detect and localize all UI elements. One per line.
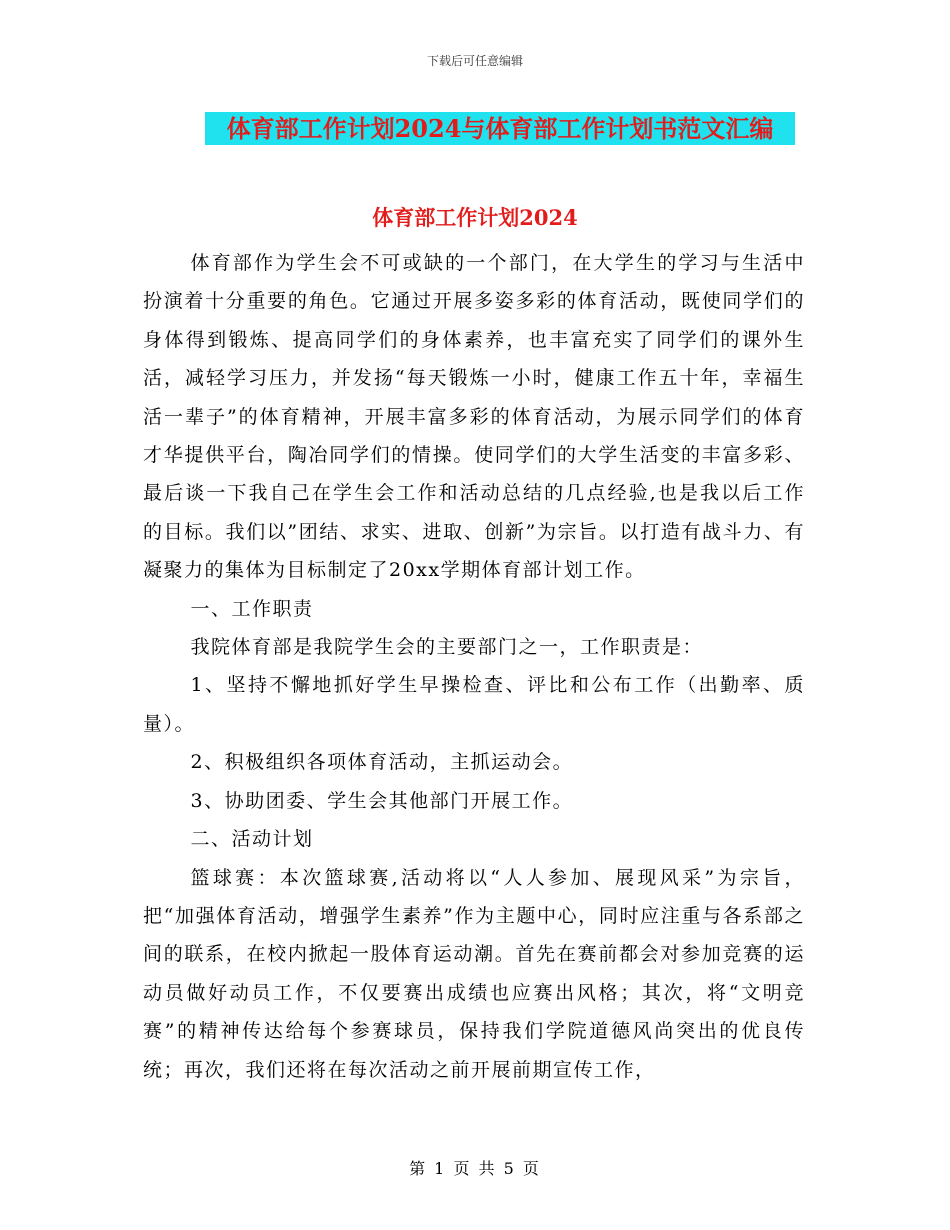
list-item-duty-2: 2、积极组织各项体育活动，主抓运动会。 (190, 751, 574, 774)
section-title: 体育部工作计划2024 (372, 205, 578, 230)
main-title: 体育部工作计划2024与体育部工作计划书范文汇编 (205, 112, 795, 145)
document-body (143, 244, 805, 1089)
heading-duties: 一、工作职责 (190, 597, 314, 620)
paragraph-duties-intro: 我院体育部是我院学生会的主要部门之一，工作职责是： (190, 636, 704, 659)
heading-activity-plan: 二、活动计划 (190, 828, 314, 851)
page-number-footer: 第 1 页 共 5 页 (409, 1159, 541, 1178)
header-note: 下载后可任意编辑 (426, 54, 523, 68)
paragraph-basketball: 篮球赛：本次篮球赛,活动将以“人人参加、展现风采”为宗旨，把“加强体育活动，增强学生素养”作为主题中心，同时应注重与各系部之间的联系，在校内掀起一股体育运动潮。首先在赛前都会对参加竞赛的运动员做好动员工作，不仅要赛出成绩也应赛出风格；其次，将“文明竞赛”的精神传达给每个参赛球员，保持我们学院道德风尚突出的优良传统；再次，我们还将在每次活动之前开展前期宣传工作， (143, 866, 805, 1081)
list-item-duty-1: 1、坚持不懈地抓好学生早操检查、评比和公布工作（出勤率、质量）。 (143, 674, 805, 735)
list-item-duty-3: 3、协助团委、学生会其他部门开展工作。 (190, 789, 574, 812)
paragraph-intro: 体育部作为学生会不可或缺的一个部门，在大学生的学习与生活中扮演着十分重要的角色。它通过开展多姿多彩的体育活动，既使同学们的身体得到锻炼、提高同学们的身体素养，也丰富充实了同学们的课外生活，减轻学习压力，并发扬“每天锻炼一小时，健康工作五十年，幸福生活一辈子”的体育精神，开展丰富多彩的体育活动，为展示同学们的体育才华提供平台，陶冶同学们的情操。使同学们的大学生活变的丰富多彩、最后谈一下我自己在学生会工作和活动总结的几点经验,也是我以后工作的目标。我们以”团结、求实、进取、创新”为宗旨。以打造有战斗力、有凝聚力的集体为目标制定了20xx学期体育部计划工作。 (143, 252, 805, 582)
